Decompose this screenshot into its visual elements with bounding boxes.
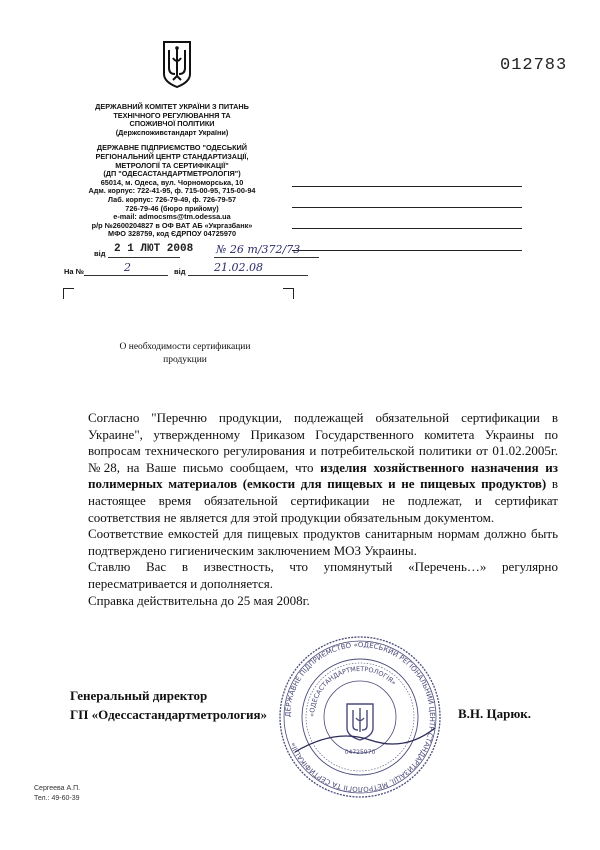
org-line: СПОЖИВЧОЇ ПОЛІТИКИ	[129, 119, 215, 129]
subject-line: продукции	[163, 355, 207, 365]
organization-header	[62, 103, 282, 239]
address-corner-mark	[63, 288, 74, 299]
trident-emblem-icon	[162, 40, 192, 88]
org-line: (Держспоживстандарт України)	[115, 127, 229, 137]
enterprise-line: 726-79-46 (бюро прийому)	[125, 203, 219, 213]
executor-phone: Тел.: 49-60-39	[34, 795, 80, 802]
address-corner-mark	[283, 288, 294, 299]
body-paragraph	[88, 410, 558, 526]
reference-date-label: від	[174, 267, 186, 276]
date-label: від	[94, 249, 106, 258]
date-stamp: 2 1 ЛЮТ 2008	[114, 243, 194, 255]
enterprise-line: Адм. корпус: 722-41-95, ф. 715-00-95, 715-00-94	[88, 186, 256, 196]
signer-name: В.Н. Царюк.	[458, 706, 532, 721]
subject-line: О необходимости сертификации	[119, 342, 251, 352]
document-number: 012783	[500, 56, 568, 75]
enterprise-line: РЕГІОНАЛЬНИЙ ЦЕНТР СТАНДАРТИЗАЦІЇ,	[95, 151, 249, 161]
org-line: ДЕРЖАВНИЙ КОМІТЕТ УКРАЇНИ З ПИТАНЬ	[95, 102, 249, 111]
signer-position: Генеральный директор	[70, 688, 208, 703]
enterprise-line: МФО 328759, код ЄДРПОУ 04725970	[107, 229, 237, 239]
reference-number-label: На №	[64, 267, 85, 276]
signature-block	[70, 686, 267, 724]
addressee-line	[292, 207, 522, 208]
executor-name: Сергеева А.П.	[34, 785, 81, 792]
signer-organization: ГП «Одессастандартметрология»	[70, 707, 268, 722]
official-seal	[275, 632, 445, 802]
enterprise-line: МЕТРОЛОГІЇ ТА СЕРТИФІКАЦІЇ"	[115, 160, 229, 170]
body-paragraph: Ставлю Вас в известность, что упомянутый «Перечень…» регулярно пересматривается и дополняется.	[88, 559, 558, 591]
letter-body	[88, 410, 558, 609]
outgoing-number-handwritten: № 26 т/372/73	[216, 243, 301, 256]
enterprise-line: (ДП "ОДЕСАСТАНДАРТМЕТРОЛОГІЯ")	[103, 169, 241, 179]
seal-inner-text: «ОДЕСАСТАНДАРТМЕТРОЛОГІЯ»	[307, 664, 398, 718]
body-paragraph: Соответствие емкостей для пищевых продуктов санитарным нормам должно быть подтверждено гигиеническим заключением МОЗ Украины.	[88, 526, 558, 558]
org-line: ТЕХНІЧНОГО РЕГУЛЮВАННЯ ТА	[113, 110, 231, 120]
seal-code: 04725970	[344, 749, 376, 756]
body-paragraph: Справка действительна до 25 мая 2008г.	[88, 592, 310, 608]
enterprise-line: ДЕРЖАВНЕ ПІДПРИЄМСТВО "ОДЕСЬКИЙ	[96, 143, 248, 153]
seal-trident-icon	[347, 704, 373, 740]
reference-date-handwritten: 21.02.08	[214, 261, 263, 274]
seal-outer-text: ДЕРЖАВНЕ ПІДПРИЄМСТВО «ОДЕСЬКИЙ РЕГІОНАЛЬНИЙ ЦЕНТР СТАНДАРТИЗАЦІЇ, МЕТРОЛОГІЇ ТА СЕРТИФІКАЦІЇ»	[283, 640, 437, 794]
outgoing-date-row	[64, 243, 324, 259]
addressee-line	[292, 250, 522, 251]
enterprise-line: Лаб. корпус: 726-79-49, ф. 726-79-57	[107, 194, 237, 204]
reference-number-row	[64, 262, 324, 278]
paragraph-text: в настоящее время обязательной сертификации не подлежат, и сертификат соответствия не является для этой продукции обязательным документом.	[88, 476, 558, 525]
executor-info	[34, 784, 80, 804]
reference-number-handwritten: 2	[124, 261, 131, 274]
addressee-line	[292, 228, 522, 229]
paragraph-text: Согласно "Перечню продукции, подлежащей обязательной сертификации в Украине", утвержденному Приказом Государственного комитета Украины по вопросам технического регулирования и потребительской политики от 01.02.2005г. №28, на Ваше письмо сообщаем, что	[88, 410, 558, 475]
enterprise-line: 65014, м. Одеса, вул. Чорноморська, 10	[100, 177, 244, 187]
enterprise-line: e-mail: admocsms@tm.odessa.ua	[113, 212, 231, 222]
addressee-line	[292, 186, 522, 187]
enterprise-line: р/р №2600204827 в ОФ ВАТ АБ «Укргазбанк»	[91, 220, 253, 230]
letter-subject	[100, 341, 270, 367]
product-description: изделия хозяйственного назначения из полимерных материалов (емкости для пищевых и не пищевых продуктов)	[88, 459, 558, 492]
